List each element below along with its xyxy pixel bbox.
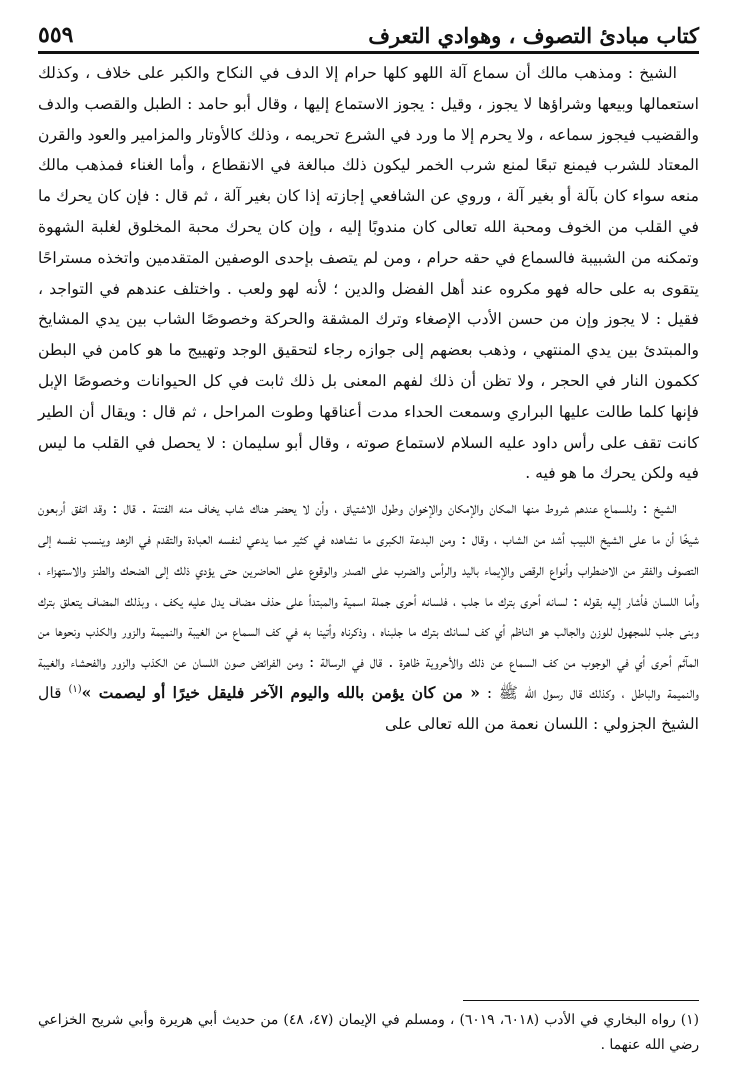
- page-header: [38, 14, 699, 48]
- footnote-marker: (١): [68, 683, 82, 695]
- paragraph-text: قال الشيخ الجزولي : اللسان نعمة من الله تعالى على: [38, 683, 699, 733]
- paragraph-music-ruling: [38, 58, 699, 489]
- footnote-rule: [463, 1000, 699, 1001]
- running-title: كتاب مبادئ التصوف ، وهوادي التعرف: [368, 23, 699, 48]
- paragraph-text: الشيخ : ومذهب مالك أن سماع آلة اللهو كلها حرام إلا الدف في النكاح والكبر على خلاف ، وكذلك استعمالها وبيعها وشراؤها لا يجوز ، وقيل : يجوز الاستماع إليها ، وقال أبو حامد : الطبل والقصب والدف والقضيب فيجوز سماعه ، ولا يحرم إلا ما ورد في الشرع تحريمه ، وذلك كالأوتار والمزامير والعود والقرن المعتاد للشرب فيمنع تبعًا لمنع شرب الخمر ليكون ذلك مبالغة في الانقطاع ، وأما الغناء فمذهب مالك منعه سواء كان بآلة أو بغير آلة ، وروي عن الشافعي إجازته إذا كان بغير آلة ، ثم قال : فإن كان يحرك ما في القلب من الخوف ومحبة الله تعالى كان مندوبًا إليه ، وإن كان يحرك محبة المخلوق لغلبة الشهوة وتمكنه من الشبيبة فالسماع في حقه حرام ، ومن لم يتصف بإحدى الوصفين المتقدمين واتخذه مستراحًا يتقوى به على حاله فهو مكروه عند أهل الفضل والدين ؛ لأنه لهو ولعب . واختلف عندهم في التواجد ، فقيل : لا يجوز وإن من حسن الأدب الإصغاء وترك المشقة والحركة وخصوصًا الشاب بين يدي المشايخ والمبتدئ بين يدي المنتهي ، وذهب بعضهم إلى جوازه رجاء لتحقيق الوجد وتهييج ما هو كامن في البطن ككمون النار في الحجر ، ولا تظن أن ذلك لفهم المعنى بل ذلك ثابت في كل الحيوانات وخصوصًا الإبل فإنها كلما طالت عليها البراري وسمعت الحداء مدت أعناقها وطوت المراحل ، ثم قال : ويقال أن الطير كانت تقف على رأس داود عليه السلام لاستماع صوته ، وقال أبو سليمان : لا يحصل في القلب ما ليس فيه ولكن يحرك ما هو فيه .: [38, 64, 699, 483]
- header-rule: [38, 51, 699, 54]
- main-text: [38, 58, 699, 740]
- paragraph-text: الشيخ : وللسماع عندهم شروط منها المكان والإمكان والإخوان وطول الاشتياق ، وأن لا يحضر هناك شاب يخاف منه الفتنة . قال : وقد اتفق أربعون شيخًا أن ما على الشيخ اللبيب أشد من الشاب ، وقال : ومن البدعة الكبرى ما نشاهده في كثير مما يدعي لنفسه العبادة والتقدم في الزهد وينسب نفسه إلى التصوف والفقر من الاضطراب وأنواع الرقص والإيماء باليد والرأس والضرب على الصدر والوقوع على الحاضرين حتى يؤدي ذلك إلى الضحك والطنز والاستهزاء ، وأما اللسان فأشار إليه بقوله : لسانه أحرى بترك ما جلب ، فلسانه أحرى جملة اسمية والمبتدأ على حذف مضاف يدل عليه يكف ، وبذلك المضاف يتعلق بترك وبنى جلب للمجهول للوزن والجالب هو الناظم أي كف لسانك بترك ما جلبناه ، وذكرناه وأتينا به في كف السماع من الغيبة والنميمة والزور والكذب ونحوها من المآثم أحرى أي في الوجوب من كف السماع عن ذلك والأحروية ظاهرة . قال في الرسالة : ومن الفرائض صون اللسان عن الكذب والزور والفحشاء والغيبة والنميمة والباطل ، وكذلك قال رسول الله ﷺ :: [38, 499, 699, 702]
- hadith-quote: « من كان يؤمن بالله واليوم الآخر فليقل خيرًا أو ليصمت »: [81, 682, 480, 702]
- footnotes: [38, 1008, 699, 1058]
- footnote: (١) رواه البخاري في الأدب (٦٠١٨، ٦٠١٩) ، ومسلم في الإيمان (٤٧، ٤٨) من حديث أبي هريرة وأبي شريح الخزاعي رضي الله عنهما .: [38, 1012, 699, 1053]
- page-number: ٥٥٩: [38, 22, 74, 48]
- paragraph-conditions-of-listening: [38, 493, 699, 739]
